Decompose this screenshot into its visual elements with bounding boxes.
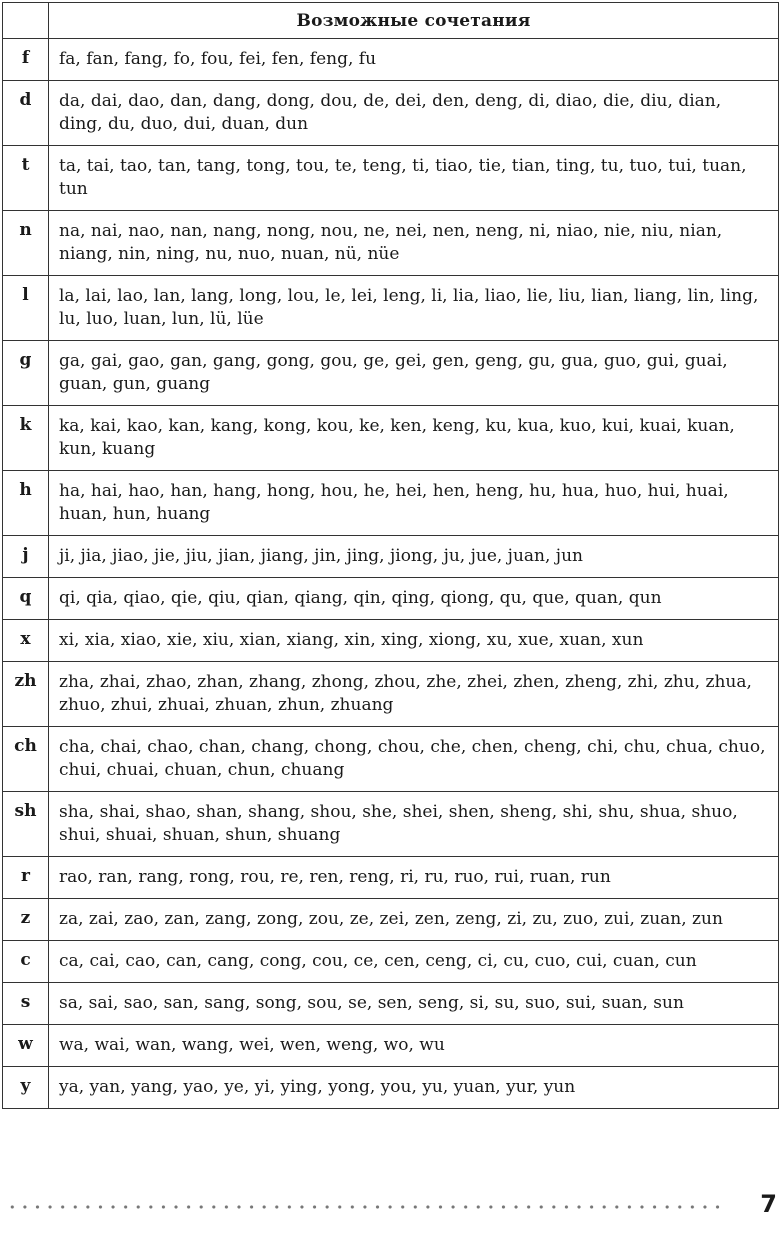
table-row — [3, 578, 779, 620]
row-combinations: ha, hai, hao, han, hang, hong, hou, he, hei, hen, heng, hu, hua, huo, hui, huai, huan, hun, huang — [49, 471, 779, 536]
row-combinations: ya, yan, yang, yao, ye, yi, ying, yong, you, yu, yuan, yur, yun — [49, 1067, 779, 1109]
table-row — [3, 983, 779, 1025]
row-initial: c — [3, 941, 49, 983]
row-initial: s — [3, 983, 49, 1025]
row-combinations: da, dai, dao, dan, dang, dong, dou, de, dei, den, deng, di, diao, die, diu, dian, ding, du, duo, dui, duan, dun — [49, 81, 779, 146]
table-row — [3, 536, 779, 578]
row-combinations: ta, tai, tao, tan, tang, tong, tou, te, teng, ti, tiao, tie, tian, ting, tu, tuo, tui, tuan, tun — [49, 146, 779, 211]
row-initial: w — [3, 1025, 49, 1067]
row-combinations: na, nai, nao, nan, nang, nong, nou, ne, nei, nen, neng, ni, niao, nie, niu, nian, niang, nin, ning, nu, nuo, nuan, nü, nüe — [49, 211, 779, 276]
row-combinations: cha, chai, chao, chan, chang, chong, chou, che, chen, cheng, chi, chu, chua, chuo, chui, chuai, chuan, chun, chuang — [49, 727, 779, 792]
row-initial: sh — [3, 792, 49, 857]
row-combinations: la, lai, lao, lan, lang, long, lou, le, lei, leng, li, lia, liao, lie, liu, lian, liang, lin, ling, lu, luo, luan, lun, lü, lüe — [49, 276, 779, 341]
row-combinations: ji, jia, jiao, jie, jiu, jian, jiang, jin, jing, jiong, ju, jue, juan, jun — [49, 536, 779, 578]
row-initial: l — [3, 276, 49, 341]
row-initial: y — [3, 1067, 49, 1109]
row-combinations: rao, ran, rang, rong, rou, re, ren, reng, ri, ru, ruo, rui, ruan, run — [49, 857, 779, 899]
row-combinations: ga, gai, gao, gan, gang, gong, gou, ge, gei, gen, geng, gu, gua, guo, gui, guai, guan, gun, guang — [49, 341, 779, 406]
row-initial: z — [3, 899, 49, 941]
table-row — [3, 341, 779, 406]
row-initial: h — [3, 471, 49, 536]
table-row — [3, 406, 779, 471]
table-row — [3, 39, 779, 81]
row-initial: g — [3, 341, 49, 406]
row-initial: t — [3, 146, 49, 211]
table-row — [3, 1067, 779, 1109]
row-initial: d — [3, 81, 49, 146]
dotted-rule — [6, 1205, 726, 1209]
row-initial: zh — [3, 662, 49, 727]
pinyin-combinations-table — [2, 2, 779, 1109]
row-initial: ch — [3, 727, 49, 792]
table-row — [3, 1025, 779, 1067]
table-row — [3, 620, 779, 662]
row-combinations: qi, qia, qiao, qie, qiu, qian, qiang, qin, qing, qiong, qu, que, quan, qun — [49, 578, 779, 620]
table-header-row — [3, 3, 779, 39]
table-row — [3, 471, 779, 536]
row-initial: q — [3, 578, 49, 620]
page-number: 7 — [760, 1190, 777, 1218]
table-row — [3, 857, 779, 899]
row-initial: n — [3, 211, 49, 276]
table-row — [3, 211, 779, 276]
row-combinations: za, zai, zao, zan, zang, zong, zou, ze, zei, zen, zeng, zi, zu, zuo, zui, zuan, zun — [49, 899, 779, 941]
table-row — [3, 899, 779, 941]
row-initial: j — [3, 536, 49, 578]
row-combinations: sa, sai, sao, san, sang, song, sou, se, sen, seng, si, su, suo, sui, suan, sun — [49, 983, 779, 1025]
table-row — [3, 941, 779, 983]
row-initial: k — [3, 406, 49, 471]
page-footer — [0, 1184, 781, 1224]
row-combinations: sha, shai, shao, shan, shang, shou, she, shei, shen, sheng, shi, shu, shua, shuo, shui, shuai, shuan, shun, shuang — [49, 792, 779, 857]
row-combinations: zha, zhai, zhao, zhan, zhang, zhong, zhou, zhe, zhei, zhen, zheng, zhi, zhu, zhua, zhuo, zhui, zhuai, zhuan, zhun, zhuang — [49, 662, 779, 727]
table-row — [3, 792, 779, 857]
row-initial: x — [3, 620, 49, 662]
row-initial: f — [3, 39, 49, 81]
row-combinations: ka, kai, kao, kan, kang, kong, kou, ke, ken, keng, ku, kua, kuo, kui, kuai, kuan, kun, kuang — [49, 406, 779, 471]
table-row — [3, 146, 779, 211]
table-header-title: Возможные сочетания — [49, 3, 779, 39]
table-row — [3, 81, 779, 146]
table-row — [3, 727, 779, 792]
row-combinations: ca, cai, cao, can, cang, cong, cou, ce, cen, ceng, ci, cu, cuo, cui, cuan, cun — [49, 941, 779, 983]
table-row — [3, 276, 779, 341]
table-row — [3, 662, 779, 727]
row-combinations: xi, xia, xiao, xie, xiu, xian, xiang, xin, xing, xiong, xu, xue, xuan, xun — [49, 620, 779, 662]
row-combinations: wa, wai, wan, wang, wei, wen, weng, wo, wu — [49, 1025, 779, 1067]
header-empty-cell — [3, 3, 49, 39]
row-combinations: fa, fan, fang, fo, fou, fei, fen, feng, fu — [49, 39, 779, 81]
row-initial: r — [3, 857, 49, 899]
